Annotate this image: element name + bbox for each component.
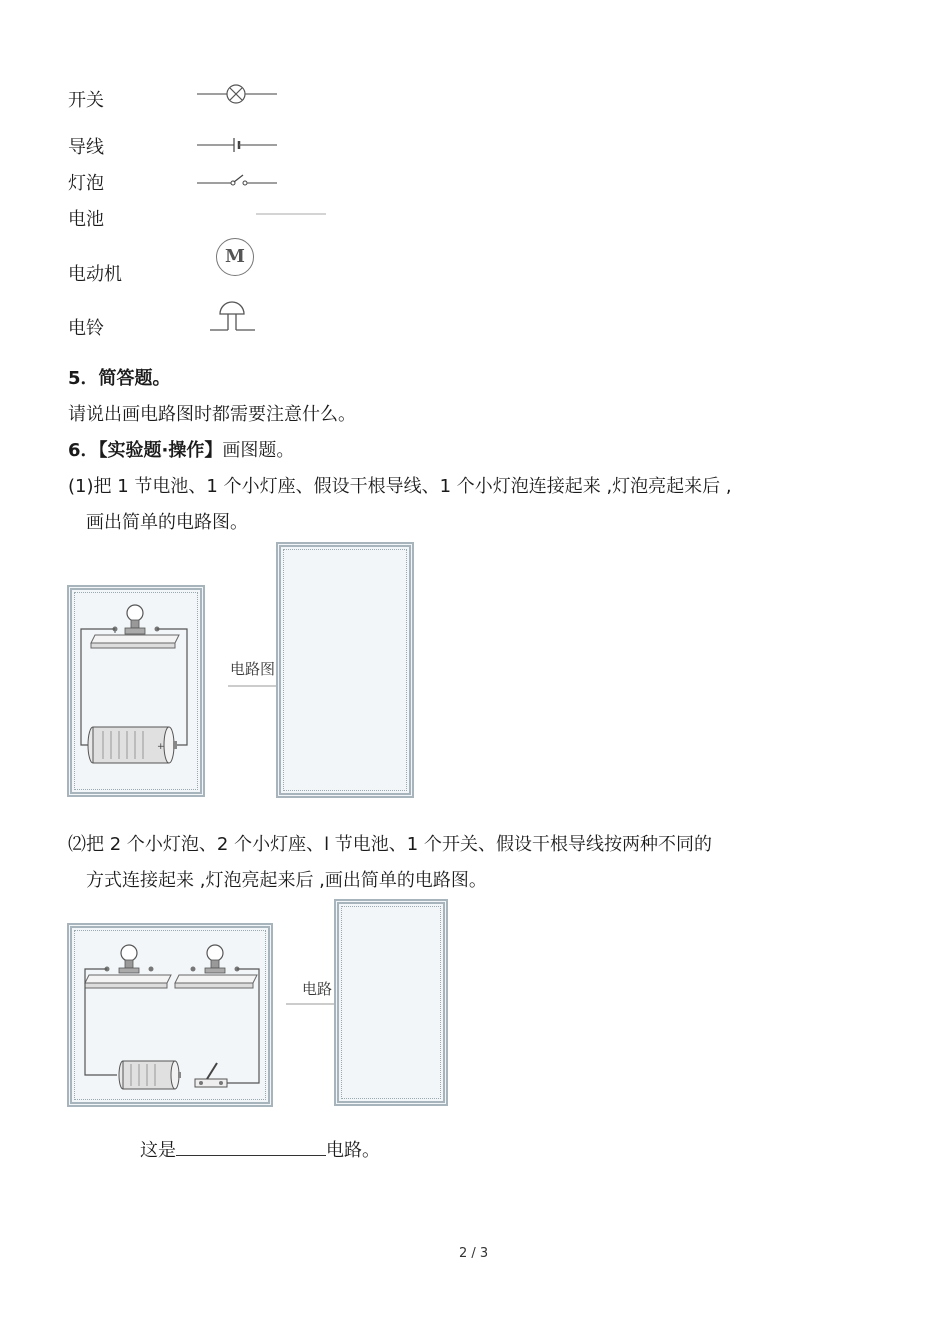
answer-suffix: 电路。 bbox=[326, 1140, 380, 1161]
figure1-drawing-frame bbox=[276, 542, 414, 798]
q6-number: 6． bbox=[68, 440, 99, 461]
symbol-label-bulb: 灯泡 bbox=[68, 173, 104, 194]
motor-glyph: M bbox=[225, 246, 245, 267]
symbol-label-bell: 电铃 bbox=[68, 318, 104, 339]
q6-part2-line1: ⑵把 2 个小灯泡、2 个小灯座、l 节电池、1 个开关、假设干根导线按两种不同的 bbox=[68, 834, 712, 855]
figure1-connector-line bbox=[228, 684, 280, 688]
symbol-label-battery: 电池 bbox=[68, 209, 104, 230]
figure2-label: 电路 bbox=[302, 980, 333, 998]
svg-text:+: + bbox=[157, 742, 165, 752]
q6-part1-line1: (1)把 1 节电池、1 个小灯座、假设干根导线、1 个小灯泡连接起来 ,灯泡亮起来后 , bbox=[68, 476, 732, 497]
figure1-apparatus-illustration bbox=[67, 585, 205, 797]
q5-heading: 5．简答题。 bbox=[68, 368, 171, 389]
symbol-label-wire: 导线 bbox=[68, 137, 104, 158]
q6-title: 画图题。 bbox=[222, 440, 295, 461]
switch-symbol-icon bbox=[197, 172, 279, 190]
lamp-symbol-icon bbox=[197, 84, 279, 106]
figure2-apparatus-illustration bbox=[67, 923, 273, 1107]
page-number: 2 / 3 bbox=[459, 1246, 489, 1261]
bell-symbol-icon bbox=[208, 298, 258, 334]
q5-text: 请说出画电路图时都需要注意什么。 bbox=[68, 404, 356, 425]
figure2-drawing-frame bbox=[334, 899, 448, 1106]
q6-part2-line2: 方式连接起来 ,灯泡亮起来后 ,画出简单的电路图。 bbox=[86, 870, 487, 891]
answer-blank[interactable] bbox=[176, 1137, 326, 1156]
figure2-connector-line bbox=[286, 1002, 336, 1006]
q6-part1-line2: 画出简单的电路图。 bbox=[86, 512, 248, 533]
answer-line bbox=[140, 1136, 380, 1162]
figure1-label: 电路图 bbox=[230, 660, 276, 678]
battery-symbol-icon bbox=[197, 136, 279, 154]
wire-symbol-icon bbox=[256, 212, 326, 216]
q6-heading bbox=[68, 436, 294, 462]
symbol-label-motor: 电动机 bbox=[68, 264, 122, 285]
answer-prefix: 这是 bbox=[140, 1140, 176, 1161]
symbol-label-switch: 开关 bbox=[68, 90, 104, 111]
q6-tag: 【实验题·操作】 bbox=[98, 440, 223, 461]
motor-symbol-icon bbox=[216, 238, 254, 276]
